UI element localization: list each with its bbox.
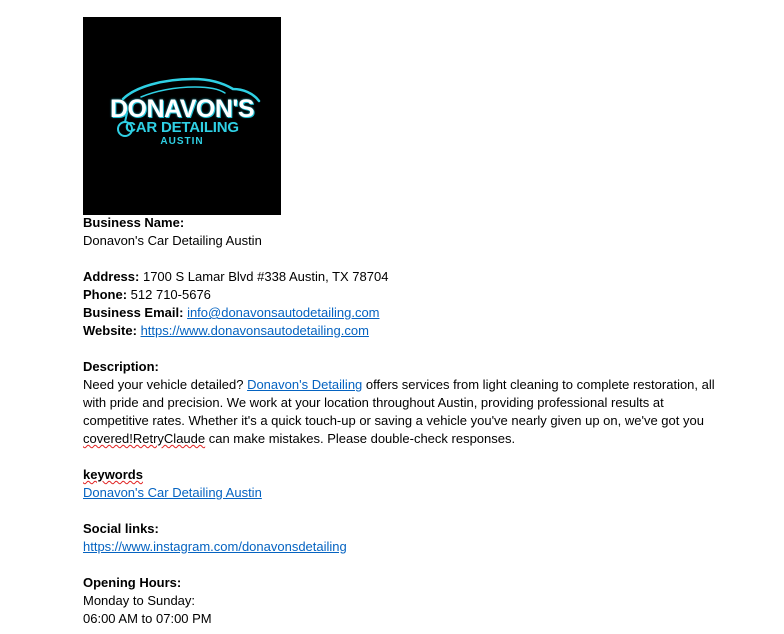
document-body <box>83 214 723 628</box>
opening-hours-label: Opening Hours: <box>83 575 182 590</box>
keywords-link[interactable]: Donavon's Car Detailing Austin <box>83 485 262 500</box>
logo-line-3: AUSTIN <box>160 136 204 147</box>
address-row <box>83 268 723 286</box>
description-part-3: can make mistakes. Please double-check responses. <box>205 431 516 446</box>
keywords-label: keywords <box>83 467 143 482</box>
phone-label: Phone: <box>83 287 128 302</box>
opening-days: Monday to Sunday: <box>83 593 196 608</box>
website-row <box>83 322 723 340</box>
description-text <box>83 376 723 448</box>
website-link[interactable]: https://www.donavonsautodetailing.com <box>140 323 369 338</box>
description-part-2: offers services from light cleaning to complete restoration, all with pride and precision. We work at your location throughout Austin, providing professional results at competitive rates. Whether it's a quick touch-up or saving a vehicle you've nearly given up on, we've got you <box>83 377 715 428</box>
logo-line-2: CAR DETAILING <box>125 119 239 136</box>
phone-value: 512 710-5676 <box>127 287 211 302</box>
email-link[interactable]: info@donavonsautodetailing.com <box>187 305 380 320</box>
logo-line-1: DONAVON'S <box>109 95 255 123</box>
address-value: 1700 S Lamar Blvd #338 Austin, TX 78704 <box>139 269 389 284</box>
address-label: Address: <box>83 269 140 284</box>
social-links-label: Social links: <box>83 521 159 536</box>
website-label: Website: <box>83 323 137 338</box>
email-label: Business Email: <box>83 305 184 320</box>
description-link[interactable]: Donavon's Detailing <box>247 377 363 392</box>
business-name-label: Business Name: <box>83 215 185 230</box>
opening-time: 06:00 AM to 07:00 PM <box>83 611 212 626</box>
spellcheck-word: covered!RetryClaude <box>83 431 206 446</box>
description-label: Description: <box>83 359 159 374</box>
phone-row <box>83 286 723 304</box>
description-part-1: Need your vehicle detailed? <box>83 377 248 392</box>
instagram-link[interactable]: https://www.instagram.com/donavonsdetailing <box>83 539 347 554</box>
business-name-value: Donavon's Car Detailing Austin <box>83 233 262 248</box>
email-row <box>83 304 723 322</box>
business-logo <box>83 17 281 215</box>
